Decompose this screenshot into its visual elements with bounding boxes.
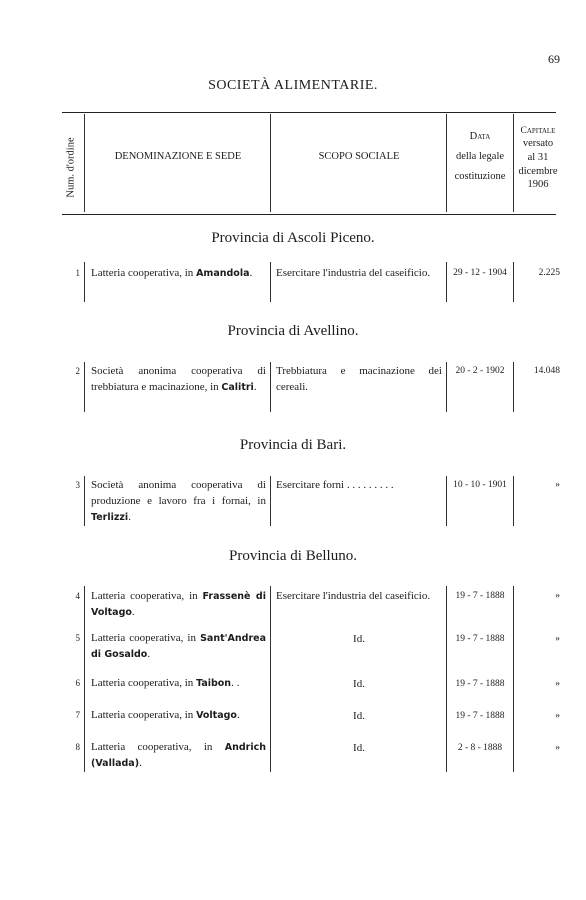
column-line <box>270 262 271 302</box>
header-scopo: SCOPO SOCIALE <box>318 151 400 162</box>
page-title: SOCIETÀ ALIMENTARIE. <box>208 78 378 93</box>
header-denominazione: DENOMINAZIONE E SEDE <box>114 151 242 162</box>
header-divider <box>270 114 271 212</box>
entry-denominazione: Società anonima cooperativa di trebbiatura e macinazione, in Calitri. <box>91 365 266 393</box>
column-line <box>446 262 447 302</box>
entry-number: 2 <box>75 366 80 376</box>
header-bottom-rule <box>62 214 556 215</box>
header-num: Num. d'ordine <box>65 136 77 198</box>
entry-data: 19 - 7 - 1888 <box>455 679 505 689</box>
column-line <box>446 362 447 412</box>
column-line <box>270 362 271 412</box>
entry-data: 20 - 2 - 1902 <box>455 366 505 376</box>
entry-number: 8 <box>75 742 80 752</box>
province-heading: Provincia di Avellino. <box>227 323 359 339</box>
header-capitale: Capitale versato al 31 dicembre 1906 <box>518 126 558 191</box>
entry-number: 7 <box>75 710 80 720</box>
entry-data: 10 - 10 - 1901 <box>453 480 507 490</box>
entry-data: 2 - 8 - 1888 <box>457 743 503 753</box>
province-heading: Provincia di Ascoli Piceno. <box>211 230 375 246</box>
entry-scopo: Id. <box>353 742 365 754</box>
entry-scopo: Id. <box>353 678 365 690</box>
entry-denominazione: Latteria cooperativa, in Amandola. <box>91 267 253 279</box>
column-line <box>513 362 514 412</box>
entry-scopo: Esercitare l'industria del caseificio. <box>276 590 431 602</box>
column-line <box>84 262 85 302</box>
entry-number: 3 <box>75 480 80 490</box>
header-top-rule <box>62 112 556 113</box>
column-line <box>446 476 447 526</box>
province-heading: Provincia di Belluno. <box>229 548 357 564</box>
entry-number: 1 <box>75 268 80 278</box>
entry-data: 19 - 7 - 1888 <box>455 591 505 601</box>
entry-denominazione: Società anonima cooperativa di produzione e lavoro fra i fornai, in Terlizzi. <box>91 479 266 523</box>
entry-scopo: Id. <box>353 710 365 722</box>
header-divider <box>84 114 85 212</box>
entry-denominazione: Latteria cooperativa, in Sant'Andrea di Gosaldo. <box>91 632 266 660</box>
entry-scopo: Trebbiatura e macinazione dei cereali. <box>276 365 442 393</box>
entry-data: 19 - 7 - 1888 <box>455 711 505 721</box>
entry-capitale: » <box>555 711 560 721</box>
column-line <box>84 586 85 772</box>
entry-denominazione: Latteria cooperativa, in Frassenè di Voltago. <box>91 590 266 618</box>
entry-capitale: » <box>555 679 560 689</box>
entry-number: 6 <box>75 678 80 688</box>
entry-scopo: Id. <box>353 633 365 645</box>
entry-number: 4 <box>75 591 80 601</box>
entry-scopo: Esercitare forni . . . . . . . . . <box>276 479 394 491</box>
column-line <box>513 586 514 772</box>
column-line <box>270 476 271 526</box>
page-number: 69 <box>548 52 560 66</box>
entry-capitale: » <box>555 591 560 601</box>
entry-denominazione: Latteria cooperativa, in Voltago. <box>91 709 240 721</box>
entry-denominazione: Latteria cooperativa, in Taibon. . <box>91 677 240 689</box>
column-line <box>513 262 514 302</box>
column-line <box>446 586 447 772</box>
column-line <box>513 476 514 526</box>
entry-capitale: » <box>555 634 560 644</box>
entry-capitale: » <box>555 743 560 753</box>
entry-capitale: » <box>555 480 560 490</box>
column-line <box>270 586 271 772</box>
header-data: Data della legale costituzione <box>454 131 506 183</box>
entry-data: 19 - 7 - 1888 <box>455 634 505 644</box>
entry-number: 5 <box>75 633 80 643</box>
entry-denominazione: Latteria cooperativa, in Andrich (Vallada). <box>91 741 266 769</box>
column-line <box>84 476 85 526</box>
column-line <box>84 362 85 412</box>
entry-capitale: 14.048 <box>533 366 560 376</box>
entry-capitale: 2.225 <box>538 268 560 278</box>
province-heading: Provincia di Bari. <box>239 437 347 453</box>
entry-data: 29 - 12 - 1904 <box>453 268 507 278</box>
entry-scopo: Esercitare l'industria del caseificio. <box>276 267 431 279</box>
